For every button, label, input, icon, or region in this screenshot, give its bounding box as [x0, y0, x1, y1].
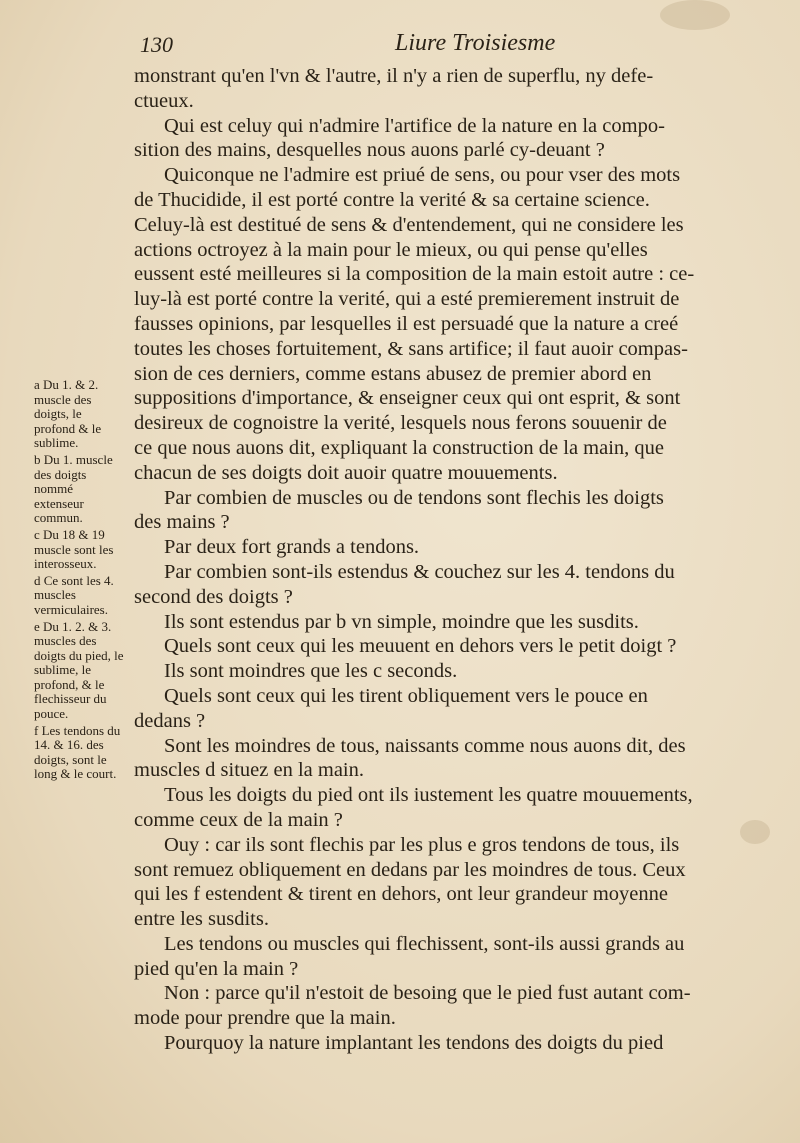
text-line: eussent esté meilleures si la composition de la main estoit autre : ce- [134, 263, 695, 286]
paper-stain [660, 0, 730, 30]
body-text [134, 64, 782, 1056]
text-line: suppositions d'importance, & enseigner ceux qui ont esprit, & sont [134, 387, 681, 410]
text-line: pied qu'en la main ? [134, 957, 299, 980]
text-line: mode pour prendre que la main. [134, 1007, 396, 1030]
running-head: Liure Troisiesme [395, 30, 556, 56]
text-line: des mains ? [134, 511, 230, 534]
text-line: Par combien de muscles ou de tendons sont flechis les doigts [164, 486, 664, 509]
text-line: Ils sont estendus par b vn simple, moindre que les susdits. [164, 610, 639, 633]
text-line: sont remuez obliquement en dedans par les moindres de tous. Ceux [134, 858, 686, 881]
margin-note-b: b Du 1. muscle des doigts nommé extenseur commun. [34, 451, 113, 526]
text-line: Sont les moindres de tous, naissants comme nous auons dit, des [164, 734, 686, 757]
text-line: second des doigts ? [134, 585, 293, 608]
text-line: qui les f estendent & tirent en dehors, ont leur grandeur moyenne [134, 883, 668, 906]
text-line: Par deux fort grands a tendons. [164, 536, 420, 559]
page-header [140, 30, 780, 66]
margin-note-a: a Du 1. & 2. muscle des doigts, le profond & le sublime. [34, 377, 102, 451]
text-line: dedans ? [134, 709, 206, 732]
text-line: Celuy-là est destitué de sens & d'entendement, qui ne considere les [134, 213, 684, 236]
text-line: luy-là est porté contre la verité, qui a esté premierement instruit de [134, 288, 680, 311]
text-line: entre les susdits. [134, 908, 269, 931]
text-line: sion de ces derniers, comme estans abusez de premier abord en [134, 362, 652, 385]
text-line: actions octroyez à la main pour le mieux, ou qui pense qu'elles [134, 238, 648, 261]
text-line: comme ceux de la main ? [134, 808, 343, 831]
text-line: Quels sont ceux qui les meuuent en dehors vers le petit doigt ? [164, 635, 677, 658]
text-line: Pourquoy la nature implantant les tendons des doigts du pied [164, 1032, 664, 1055]
text-line: Ils sont moindres que les c seconds. [164, 660, 458, 683]
text-line: Quiconque ne l'admire est priué de sens, ou pour vser des mots [164, 164, 681, 187]
margin-note-c: c Du 18 & 19 muscle sont les interosseux. [34, 526, 114, 572]
text-line: ce que nous auons dit, expliquant la construction de la main, que [134, 436, 665, 459]
text-line: toutes les choses fortuitement, & sans artifice; il faut auoir compas- [134, 337, 688, 360]
margin-notes [34, 378, 126, 784]
text-line: ctueux. [134, 89, 194, 112]
text-line: muscles d situez en la main. [134, 759, 364, 782]
text-line: chacun de ses doigts doit auoir quatre mouuements. [134, 461, 558, 484]
text-line: desireux de cognoistre la verité, lesquels nous ferons souuenir de [134, 412, 667, 435]
text-line: de Thucidide, il est porté contre la verité & sa certaine science. [134, 188, 650, 211]
text-line: Quels sont ceux qui les tirent obliquement vers le pouce en [164, 684, 648, 707]
text-line: Ouy : car ils sont flechis par les plus e gros tendons de tous, ils [164, 833, 680, 856]
text-line: Tous les doigts du pied ont ils iustement les quatre mouuements, [164, 784, 693, 807]
page-number: 130 [140, 32, 173, 57]
margin-note-d: d Ce sont les 4. muscles vermiculaires. [34, 572, 114, 617]
text-line: Par combien sont-ils estendus & couchez sur les 4. tendons du [164, 560, 675, 583]
text-line: Non : parce qu'il n'estoit de besoing que le pied fust autant com- [164, 982, 691, 1005]
text-line: fausses opinions, par lesquelles il est persuadé que la nature a creé [134, 312, 679, 335]
text-line: Les tendons ou muscles qui flechissent, sont-ils aussi grands au [164, 932, 685, 955]
text-line: monstrant qu'en l'vn & l'autre, il n'y a rien de superflu, ny defe- [134, 65, 654, 87]
margin-note-e: e Du 1. 2. & 3. muscles des doigts du pied, le sublime, le profond, & le flechisseur du pouce. [34, 618, 124, 722]
margin-note-f: f Les tendons du 14. & 16. des doigts, sont le long & le court. [34, 722, 121, 782]
text-line: sition des mains, desquelles nous auons parlé cy-deuant ? [134, 139, 605, 162]
text-line: Qui est celuy qui n'admire l'artifice de la nature en la compo- [164, 114, 665, 137]
